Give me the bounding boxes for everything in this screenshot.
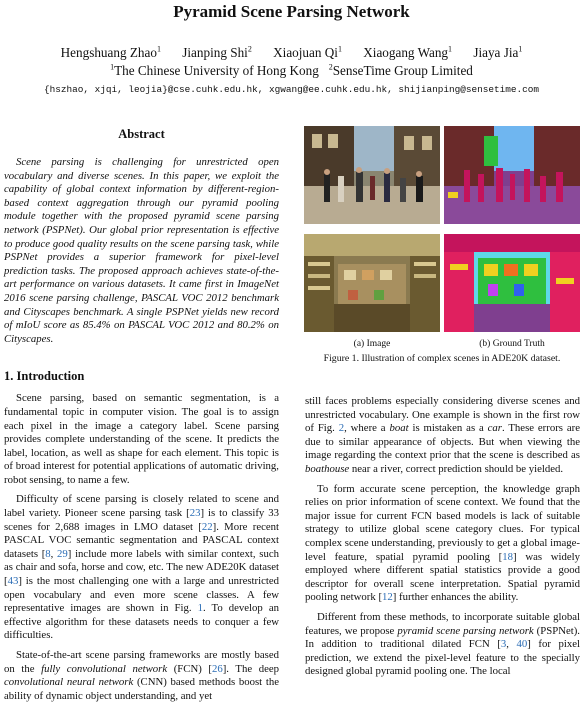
abstract-heading: Abstract (118, 127, 165, 141)
citation-link[interactable]: 26 (211, 662, 223, 675)
citation-link[interactable]: 22 (201, 520, 213, 533)
right-column (305, 395, 580, 685)
figure-link[interactable]: 1 (197, 602, 203, 615)
section-heading-introduction: 1. Introduction (4, 369, 85, 384)
left-column (4, 126, 279, 709)
citation-link[interactable]: 40 (516, 638, 528, 651)
author-list (0, 44, 583, 61)
citation-link[interactable]: 43 (7, 575, 19, 588)
right-paragraph-3: Different from these methods, to incorporate suitable global features, we propose pyramid scene parsing network (PSPNet). In addition to traditional dilated FCN [3, 40] for pixel prediction, we extend the pixel-level feature to the specially designed global pyramid pooling one. The local (305, 610, 581, 678)
author-4: Xiaogang Wang$^1$ (363, 44, 453, 60)
shop-photo-image (304, 234, 440, 332)
abstract-text: Scene parsing is challenging for unrestricted open vocabulary and diverse scenes. In this paper, we exploit the capability of global context information by different-region-based context aggregation through our pyramid pooling module together with the proposed pyramid scene parsing network (PSPNet). Our global prior representation is effective to produce good quality results on the scene parsing task, while PSPNet provides a superior framework for pixel-level prediction tasks. The proposed approach achieves state-of-the-art performance on various datasets. It came first in ImageNet 2016 scene parsing challenge, PASCAL VOC 2012 benchmark and Cityscapes benchmark. A single PSPNet yields new record of mIoU score as 85.4% on PASCAL VOC 2012 and 80.2% on Cityscapes. (4, 156, 279, 345)
citation-link[interactable]: 29 (57, 547, 68, 560)
right-paragraph-1: still faces problems especially considering diverse scenes and unrestricted vocabulary. One example is shown in the first row of Fig. 2, where a boat is mistaken as a car. These errors are due to similar appearance of objects. But when viewing the image regarding the context prior that the scene is described as boathouse near a river, correct prediction should be yielded. (305, 395, 580, 475)
author-2: Jianping Shi$^2$ (182, 44, 252, 60)
figure-1 (304, 126, 580, 376)
author-5: Jiaya Jia$^1$ (473, 44, 523, 60)
street-segmentation-image (444, 126, 580, 224)
author-emails: {hszhao, xjqi, leojia}@cse.cuhk.edu.hk, xgwang@ee.cuhk.edu.hk, shijianping@sensetime.com (43, 84, 540, 95)
subfigure-caption-image: (a) Image (353, 339, 391, 349)
subfigure-caption-ground-truth: (b) Ground Truth (479, 339, 545, 349)
figure-caption: Figure 1. Illustration of complex scenes in ADE20K dataset. (323, 353, 561, 364)
shop-segmentation-image (444, 234, 580, 332)
citation-link[interactable]: 23 (189, 507, 201, 520)
paper-title: Pyramid Scene Parsing Network (173, 2, 410, 21)
intro-paragraph-3: State-of-the-art scene parsing frameworks are mostly based on the fully convolutional network (FCN) [26]. The deep convolutional neural network (CNN) based methods boost the ability of dynamic object understanding, and yet (4, 649, 279, 702)
citation-link[interactable]: 12 (382, 591, 393, 604)
intro-paragraph-1: Scene parsing, based on semantic segmentation, is a fundamental topic in computer vision. The goal is to assign each pixel in the image a category label. Scene parsing provides complete understanding of the scene. It predicts the label, location, as well as shape for each element. This topic is of broad interest for potential applications of automatic driving, robot sensing, to name a few. (4, 392, 279, 486)
intro-paragraph-2: Difficulty of scene parsing is closely related to scene and label variety. Pioneer scene parsing task [23] is to classify 33 scenes for 2,688 images in LMO dataset [22]. More recent PASCAL VOC semantic segmentation and PASCAL context datasets [8, 29] include more labels with similar context, such as chair and sofa, horse and cow, etc. The new ADE20K dataset [43] is the most challenging one with a large and unrestricted open vocabulary and even more scene classes. A few representative images are shown in Fig. 1. To develop an effective algorithm for these datasets needs to conquer a few difficulties. (4, 493, 279, 642)
abstract-body (4, 156, 279, 346)
author-1: Hengshuang Zhao$^1$ (60, 44, 161, 60)
figure-link[interactable]: 2 (338, 422, 345, 435)
citation-link[interactable]: 18 (502, 550, 514, 563)
author-3: Xiaojuan Qi$^1$ (273, 44, 342, 60)
citation-link[interactable]: 8 (45, 547, 51, 560)
affiliations: $^1$The Chinese University of Hong Kong $^2$SenseTime Group Limited (110, 62, 473, 78)
street-photo-image (304, 126, 440, 224)
citation-link[interactable]: 3 (500, 638, 507, 651)
right-paragraph-2: To form accurate scene perception, the knowledge graph relies on prior information of scene context. We found that the major issue for current FCN based models is lack of suitable strategy to utilize global scene category clues. For typical complex scene understanding, previously to get a global image-level feature, spatial pyramid pooling [18] was widely employed where different spatial statistics provide a good descriptor for overall scene interpretation. Spatial pyramid pooling network [12] further enhances the ability. (305, 482, 581, 604)
